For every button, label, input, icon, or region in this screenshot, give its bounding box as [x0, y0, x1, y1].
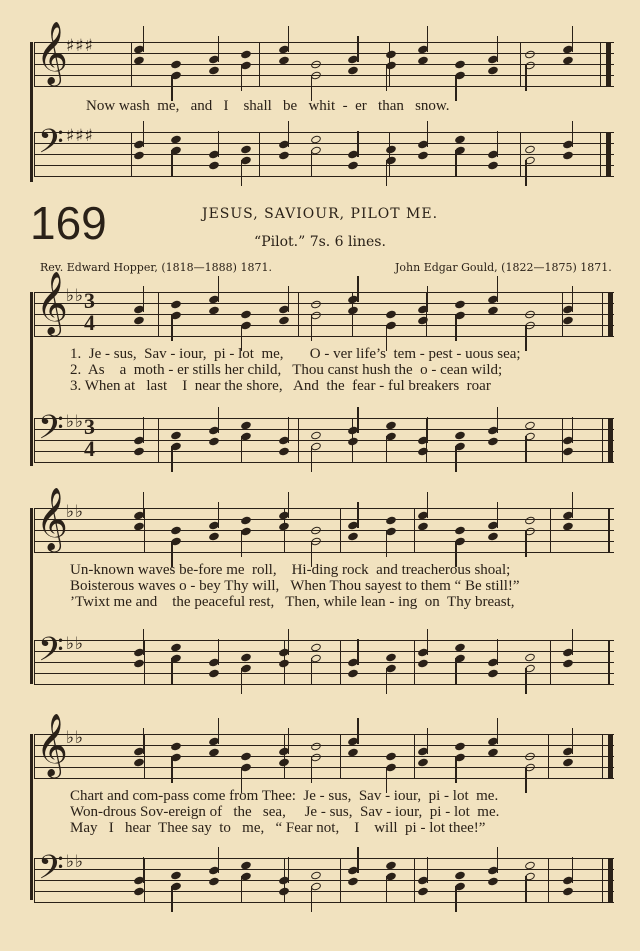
note-stem — [497, 407, 498, 433]
notehead — [278, 447, 290, 457]
note-stem — [497, 276, 498, 302]
note-stem — [455, 886, 456, 912]
treble-clef-icon: 𝄞 — [36, 487, 68, 550]
note-stem — [455, 150, 456, 176]
system-1-bass-staff — [34, 409, 614, 462]
notehead — [310, 300, 322, 310]
note-stem — [218, 36, 219, 62]
note-stem — [455, 658, 456, 684]
music-credit: John Edgar Gould, (1822—1875) 1871. — [395, 261, 612, 274]
note-stem — [143, 286, 144, 312]
treble-clef-icon: 𝄞 — [36, 21, 68, 84]
note-stem — [143, 629, 144, 655]
notehead — [417, 316, 429, 326]
note-stem — [525, 436, 526, 462]
note-stem — [386, 531, 387, 557]
note-stem — [143, 728, 144, 754]
notehead — [310, 60, 322, 70]
note-stem — [241, 531, 242, 557]
system-1-lyric-3: 3. When at last I near the shore, And the fear - ful breakers roar — [70, 378, 491, 394]
notehead — [208, 66, 220, 76]
notehead — [347, 437, 359, 447]
note-stem — [427, 728, 428, 754]
prev-brace — [30, 42, 33, 182]
notehead — [310, 431, 322, 441]
note-stem — [572, 629, 573, 655]
notehead — [524, 145, 536, 155]
notehead — [170, 871, 182, 881]
system-2-lyric-3: ’Twixt me and the peaceful rest, Then, while lean - ing on Thy breast, — [70, 594, 515, 610]
notehead — [170, 60, 182, 70]
note-stem — [218, 407, 219, 433]
notehead — [524, 310, 536, 320]
notehead — [487, 669, 499, 679]
notehead — [562, 447, 574, 457]
prev-bass-staff — [34, 123, 614, 176]
notehead — [347, 877, 359, 887]
note-stem — [572, 857, 573, 883]
notehead — [347, 161, 359, 171]
notehead — [417, 887, 429, 897]
notehead — [240, 752, 252, 762]
tune-name: “Pilot.” 7s. 6 lines. — [254, 234, 386, 250]
notehead — [562, 758, 574, 768]
note-stem — [525, 531, 526, 557]
notehead — [417, 151, 429, 161]
system-1-lyric-2: 2. As a moth - er stills her child, Thou canst hush the o - cean wild; — [70, 362, 503, 378]
system-2-lyric-1: Un-known waves be-fore me roll, Hi-ding rock and treacherous shoal; — [70, 562, 511, 578]
note-stem — [427, 492, 428, 518]
note-stem — [455, 315, 456, 341]
bass-clef-icon: 𝄢 — [38, 849, 64, 895]
notehead — [385, 145, 397, 155]
note-stem — [357, 36, 358, 62]
note-stem — [427, 26, 428, 52]
notehead — [208, 161, 220, 171]
notehead — [455, 742, 467, 752]
note-stem — [572, 26, 573, 52]
time-signature: 3 4 — [84, 414, 95, 461]
bass-clef-icon: 𝄢 — [38, 409, 64, 455]
note-stem — [525, 876, 526, 902]
notehead — [208, 437, 220, 447]
note-stem — [143, 417, 144, 443]
note-stem — [143, 857, 144, 883]
note-stem — [357, 639, 358, 665]
note-stem — [572, 286, 573, 312]
note-stem — [311, 446, 312, 472]
notehead — [310, 742, 322, 752]
notehead — [417, 659, 429, 669]
key-signature-sharps: ♯♯♯ — [66, 126, 94, 146]
note-stem — [525, 65, 526, 91]
note-stem — [171, 886, 172, 912]
key-signature-flats: ♭♭ — [66, 728, 85, 748]
note-stem — [218, 276, 219, 302]
note-stem — [311, 886, 312, 912]
note-stem — [311, 315, 312, 341]
hymn-title: JESUS, SAVIOUR, PILOT ME. — [201, 206, 439, 222]
note-stem — [497, 131, 498, 157]
notehead — [455, 871, 467, 881]
notehead — [417, 758, 429, 768]
system-1-lyric-1: 1. Je - sus, Sav - iour, pi - lot me, O - ver life’s tem - pest - uous sea; — [70, 346, 521, 362]
notehead — [240, 653, 252, 663]
notehead — [385, 310, 397, 320]
note-stem — [171, 757, 172, 783]
note-stem — [357, 276, 358, 302]
notehead — [455, 300, 467, 310]
note-stem — [218, 639, 219, 665]
notehead — [208, 669, 220, 679]
notehead — [524, 653, 536, 663]
notehead — [278, 758, 290, 768]
note-stem — [218, 502, 219, 528]
notehead — [133, 316, 145, 326]
notehead — [562, 316, 574, 326]
notehead — [240, 145, 252, 155]
notehead — [524, 516, 536, 526]
note-stem — [311, 150, 312, 176]
notehead — [417, 447, 429, 457]
note-stem — [572, 728, 573, 754]
note-stem — [497, 639, 498, 665]
note-stem — [386, 668, 387, 694]
notehead — [208, 532, 220, 542]
bass-clef-icon: 𝄢 — [38, 123, 64, 169]
note-stem — [427, 286, 428, 312]
hymn-number: 169 — [30, 197, 107, 249]
notehead — [487, 877, 499, 887]
note-stem — [288, 629, 289, 655]
notehead — [310, 526, 322, 536]
key-signature-flats: ♭♭ — [66, 852, 85, 872]
note-stem — [357, 847, 358, 873]
notehead — [455, 60, 467, 70]
note-stem — [357, 502, 358, 528]
time-signature: 3 4 — [84, 288, 95, 335]
notehead — [487, 532, 499, 542]
note-stem — [386, 160, 387, 186]
note-stem — [357, 131, 358, 157]
note-stem — [288, 857, 289, 883]
notehead — [455, 431, 467, 441]
system-3-lyric-3: May I hear Thee say to me, “ Fear not, I will pi - lot thee!” — [70, 820, 486, 836]
notehead — [278, 887, 290, 897]
system-2-bass-staff — [34, 631, 614, 684]
note-stem — [386, 876, 387, 902]
key-signature-sharps: ♯♯♯ — [66, 36, 94, 56]
system-1-treble-staff — [34, 271, 614, 336]
treble-clef-icon: 𝄞 — [36, 271, 68, 334]
system-1-brace — [30, 292, 33, 466]
note-stem — [143, 26, 144, 52]
note-stem — [241, 160, 242, 186]
notehead — [208, 877, 220, 887]
notehead — [347, 532, 359, 542]
note-stem — [288, 121, 289, 147]
note-stem — [525, 668, 526, 694]
note-stem — [497, 847, 498, 873]
system-2-treble-staff — [34, 487, 614, 552]
system-3-treble-staff — [34, 713, 614, 778]
notehead — [240, 50, 252, 60]
note-stem — [386, 65, 387, 91]
notehead — [487, 437, 499, 447]
notehead — [170, 431, 182, 441]
notehead — [487, 66, 499, 76]
note-stem — [455, 446, 456, 472]
note-stem — [143, 492, 144, 518]
note-stem — [288, 286, 289, 312]
key-signature-flats: ♭♭ — [66, 634, 85, 654]
note-stem — [311, 757, 312, 783]
notehead — [240, 516, 252, 526]
note-stem — [288, 26, 289, 52]
note-stem — [572, 121, 573, 147]
note-stem — [427, 121, 428, 147]
note-stem — [311, 658, 312, 684]
note-stem — [386, 436, 387, 462]
note-stem — [525, 160, 526, 186]
note-stem — [288, 417, 289, 443]
key-signature-flats: ♭♭ — [66, 286, 85, 306]
notehead — [385, 752, 397, 762]
system-3-bass-staff — [34, 849, 614, 902]
note-stem — [455, 757, 456, 783]
note-stem — [241, 876, 242, 902]
prev-treble-staff — [34, 21, 614, 86]
note-stem — [241, 436, 242, 462]
note-stem — [497, 502, 498, 528]
notehead — [278, 659, 290, 669]
notehead — [385, 653, 397, 663]
system-3-lyric-2: Won-drous Sov-ereign of the sea, Je - sus, Sav - iour, pi - lot me. — [70, 804, 500, 820]
notehead — [170, 742, 182, 752]
system-2-lyric-2: Boisterous waves o - bey Thy will, When Thou sayest to them “ Be still!” — [70, 578, 520, 594]
words-credit: Rev. Edward Hopper, (1818—1888) 1871. — [40, 261, 272, 274]
prev-lyric-line: Now wash me, and I shall be whit - er than snow. — [86, 98, 450, 114]
note-stem — [143, 121, 144, 147]
notehead — [278, 151, 290, 161]
system-2-brace — [30, 508, 33, 684]
note-stem — [427, 857, 428, 883]
notehead — [170, 526, 182, 536]
note-stem — [241, 668, 242, 694]
note-stem — [357, 718, 358, 744]
notehead — [487, 161, 499, 171]
system-3-lyric-1: Chart and com-pass come from Thee: Je - sus, Sav - iour, pi - lot me. — [70, 788, 499, 804]
key-signature-flats: ♭♭ — [66, 502, 85, 522]
treble-clef-icon: 𝄞 — [36, 713, 68, 776]
note-stem — [171, 150, 172, 176]
note-stem — [497, 718, 498, 744]
bass-clef-icon: 𝄢 — [38, 631, 64, 677]
note-stem — [572, 417, 573, 443]
note-stem — [288, 492, 289, 518]
note-stem — [288, 728, 289, 754]
note-stem — [171, 315, 172, 341]
notehead — [278, 316, 290, 326]
notehead — [562, 151, 574, 161]
notehead — [133, 447, 145, 457]
notehead — [240, 310, 252, 320]
note-stem — [171, 446, 172, 472]
note-stem — [427, 629, 428, 655]
notehead — [385, 516, 397, 526]
notehead — [310, 871, 322, 881]
notehead — [133, 151, 145, 161]
notehead — [455, 526, 467, 536]
notehead — [524, 50, 536, 60]
notehead — [385, 50, 397, 60]
note-stem — [218, 131, 219, 157]
system-3-brace — [30, 734, 33, 900]
notehead — [524, 752, 536, 762]
note-stem — [218, 718, 219, 744]
note-stem — [218, 847, 219, 873]
note-stem — [171, 658, 172, 684]
note-stem — [427, 417, 428, 443]
note-stem — [357, 407, 358, 433]
notehead — [562, 887, 574, 897]
key-signature-flats: ♭♭ — [66, 412, 85, 432]
note-stem — [241, 65, 242, 91]
note-stem — [572, 492, 573, 518]
note-stem — [497, 36, 498, 62]
notehead — [562, 659, 574, 669]
notehead — [170, 300, 182, 310]
notehead — [347, 669, 359, 679]
notehead — [347, 66, 359, 76]
